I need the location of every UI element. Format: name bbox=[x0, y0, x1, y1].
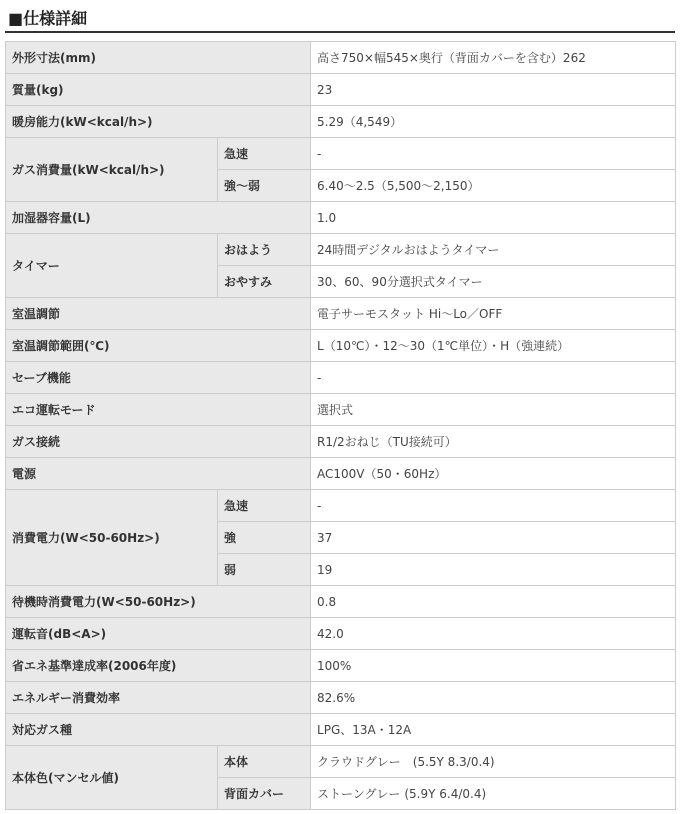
row-value: 0.8 bbox=[311, 586, 676, 618]
row-sublabel: 背面カバー bbox=[218, 778, 311, 810]
row-label: 質量(kg) bbox=[6, 74, 311, 106]
row-value: 6.40～2.5（5,500～2,150） bbox=[311, 170, 676, 202]
row-value: LPG、13A・12A bbox=[311, 714, 676, 746]
row-value: 82.6% bbox=[311, 682, 676, 714]
table-row bbox=[6, 74, 676, 106]
row-label: 運転音(dB<A>) bbox=[6, 618, 311, 650]
table-row bbox=[6, 586, 676, 618]
table-row bbox=[6, 394, 676, 426]
table-row bbox=[6, 650, 676, 682]
row-sublabel: 急速 bbox=[218, 490, 311, 522]
row-label: 消費電力(W<50-60Hz>) bbox=[6, 490, 218, 586]
row-sublabel: おやすみ bbox=[218, 266, 311, 298]
row-value: 19 bbox=[311, 554, 676, 586]
spec-table bbox=[5, 41, 676, 810]
row-value: 30、60、90分選択式タイマー bbox=[311, 266, 676, 298]
table-row bbox=[6, 138, 676, 170]
row-label: 省エネ基準達成率(2006年度) bbox=[6, 650, 311, 682]
row-value: クラウドグレー (5.5Y 8.3/0.4) bbox=[311, 746, 676, 778]
section-title: ■仕様詳細 bbox=[8, 9, 88, 28]
row-value: 5.29（4,549） bbox=[311, 106, 676, 138]
row-value: 42.0 bbox=[311, 618, 676, 650]
table-row bbox=[6, 618, 676, 650]
table-row bbox=[6, 746, 676, 778]
row-value: 24時間デジタルおはようタイマー bbox=[311, 234, 676, 266]
section-header bbox=[5, 0, 675, 33]
row-value: 高さ750×幅545×奥行（背面カバーを含む）262 bbox=[311, 42, 676, 74]
table-row bbox=[6, 426, 676, 458]
row-value: 選択式 bbox=[311, 394, 676, 426]
row-value: AC100V（50・60Hz） bbox=[311, 458, 676, 490]
row-value: 100% bbox=[311, 650, 676, 682]
row-label: エコ運転モード bbox=[6, 394, 311, 426]
row-label: エネルギー消費効率 bbox=[6, 682, 311, 714]
table-row bbox=[6, 362, 676, 394]
row-label: 室温調節範囲(℃) bbox=[6, 330, 311, 362]
row-label: タイマー bbox=[6, 234, 218, 298]
row-label: 対応ガス種 bbox=[6, 714, 311, 746]
table-row bbox=[6, 490, 676, 522]
table-row bbox=[6, 202, 676, 234]
row-value: 電子サーモスタット Hi～Lo／OFF bbox=[311, 298, 676, 330]
row-label: 本体色(マンセル値) bbox=[6, 746, 218, 810]
row-value: R1/2おねじ（TU接続可） bbox=[311, 426, 676, 458]
table-row bbox=[6, 330, 676, 362]
row-value: - bbox=[311, 138, 676, 170]
row-label: 外形寸法(mm) bbox=[6, 42, 311, 74]
table-row bbox=[6, 458, 676, 490]
row-value: 1.0 bbox=[311, 202, 676, 234]
row-label: 電源 bbox=[6, 458, 311, 490]
table-row bbox=[6, 298, 676, 330]
table-row bbox=[6, 234, 676, 266]
row-label: 待機時消費電力(W<50-60Hz>) bbox=[6, 586, 311, 618]
table-row bbox=[6, 682, 676, 714]
row-value: L（10℃）・12～30（1℃単位）・H（強連続） bbox=[311, 330, 676, 362]
row-label: ガス接続 bbox=[6, 426, 311, 458]
row-value: - bbox=[311, 490, 676, 522]
row-label: ガス消費量(kW<kcal/h>) bbox=[6, 138, 218, 202]
row-sublabel: おはよう bbox=[218, 234, 311, 266]
row-label: セーブ機能 bbox=[6, 362, 311, 394]
table-row bbox=[6, 106, 676, 138]
row-value: - bbox=[311, 362, 676, 394]
row-label: 加湿器容量(L) bbox=[6, 202, 311, 234]
row-sublabel: 強 bbox=[218, 522, 311, 554]
row-sublabel: 急速 bbox=[218, 138, 311, 170]
row-label: 室温調節 bbox=[6, 298, 311, 330]
row-sublabel: 強～弱 bbox=[218, 170, 311, 202]
row-value: ストーングレー (5.9Y 6.4/0.4) bbox=[311, 778, 676, 810]
table-row bbox=[6, 714, 676, 746]
row-sublabel: 本体 bbox=[218, 746, 311, 778]
row-sublabel: 弱 bbox=[218, 554, 311, 586]
row-value: 37 bbox=[311, 522, 676, 554]
row-label: 暖房能力(kW<kcal/h>) bbox=[6, 106, 311, 138]
table-row bbox=[6, 42, 676, 74]
row-value: 23 bbox=[311, 74, 676, 106]
